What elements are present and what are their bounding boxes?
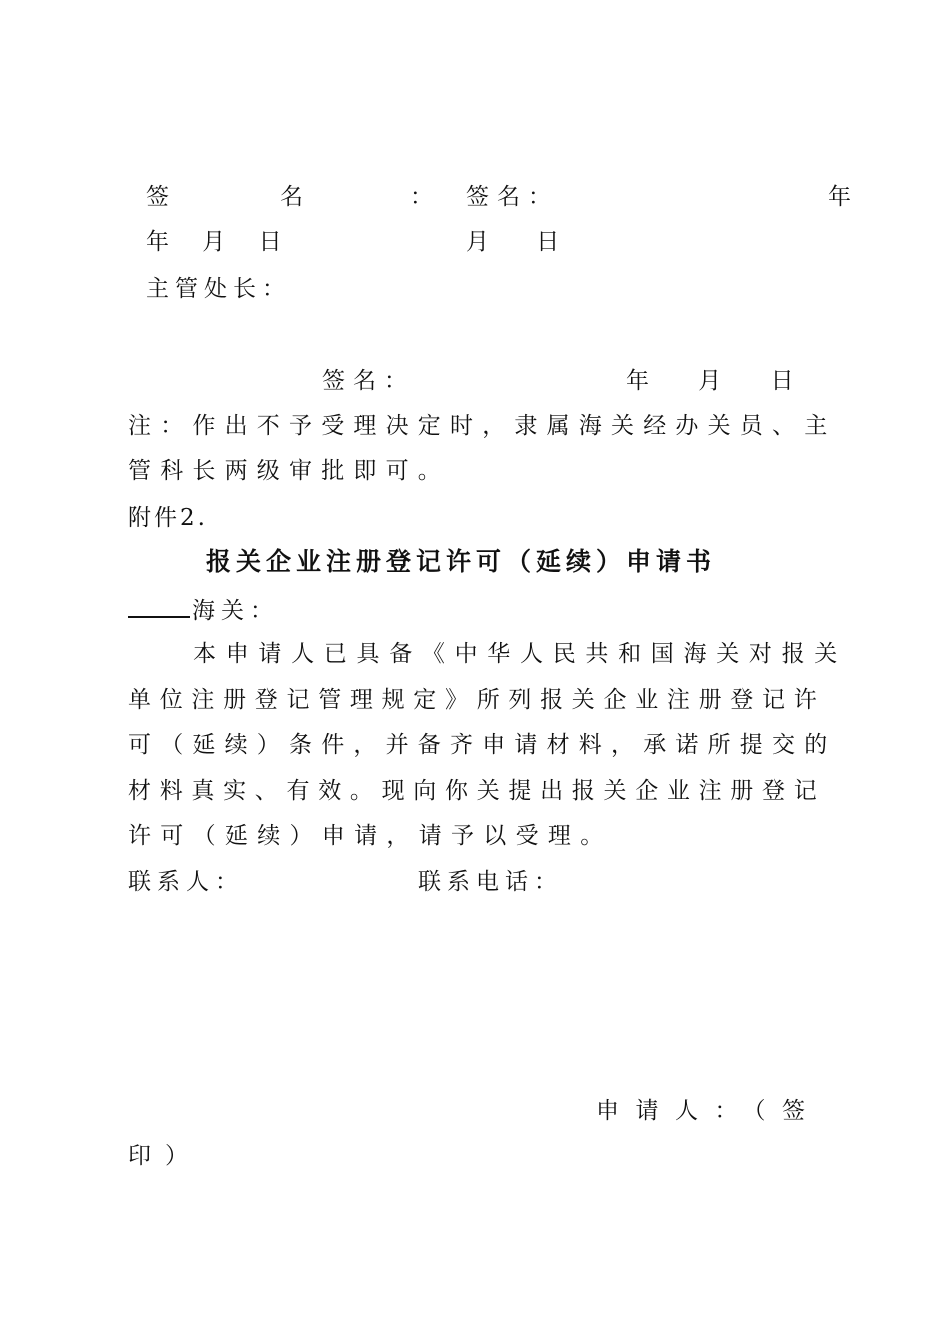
supervisor-label: 主管处长： <box>146 276 291 302</box>
date-left: 年 月 日 <box>146 229 282 255</box>
attachment-label: 附件2. <box>128 505 208 531</box>
supervisor-date: 年 月 日 <box>626 368 794 394</box>
customs-addressee <box>128 594 279 626</box>
sign-label-colon: ： <box>410 184 433 210</box>
body-line-2: 单位注册登记管理规定》所列报关企业注册登记许 <box>128 687 826 713</box>
body-line-3: 可（延续）条件，并备齐申请材料，承诺所提交的 <box>128 732 837 758</box>
body-line-5: 许可（延续）申请，请予以受理。 <box>128 823 613 849</box>
date-right: 月 日 <box>466 229 560 255</box>
phone-label: 联系电话： <box>418 869 563 895</box>
sign-label-char-2: 名 <box>280 184 303 210</box>
sign-label-char-1: 签 <box>146 184 169 210</box>
supervisor-sign-label: 签名： <box>322 368 415 394</box>
note-line-2: 管科长两级审批即可。 <box>128 458 450 484</box>
year-label: 年 <box>828 184 851 210</box>
applicant-signature-line: 申请人：（签 <box>596 1098 822 1124</box>
second-sign-label: 签名： <box>466 184 559 210</box>
contact-label: 联系人： <box>128 869 244 895</box>
applicant-signature-tail: 印） <box>128 1143 202 1169</box>
body-line-4: 材料真实、有效。现向你关提出报关企业注册登记 <box>128 778 826 804</box>
customs-name-blank <box>128 594 190 618</box>
customs-label: 海关： <box>192 598 279 624</box>
body-line-1: 本申请人已具备《中华人民共和国海关对报关 <box>193 641 847 667</box>
form-title: 报关企业注册登记许可（延续）申请书 <box>206 547 717 576</box>
note-line-1: 注：作出不予受理决定时，隶属海关经办关员、主 <box>128 413 837 439</box>
